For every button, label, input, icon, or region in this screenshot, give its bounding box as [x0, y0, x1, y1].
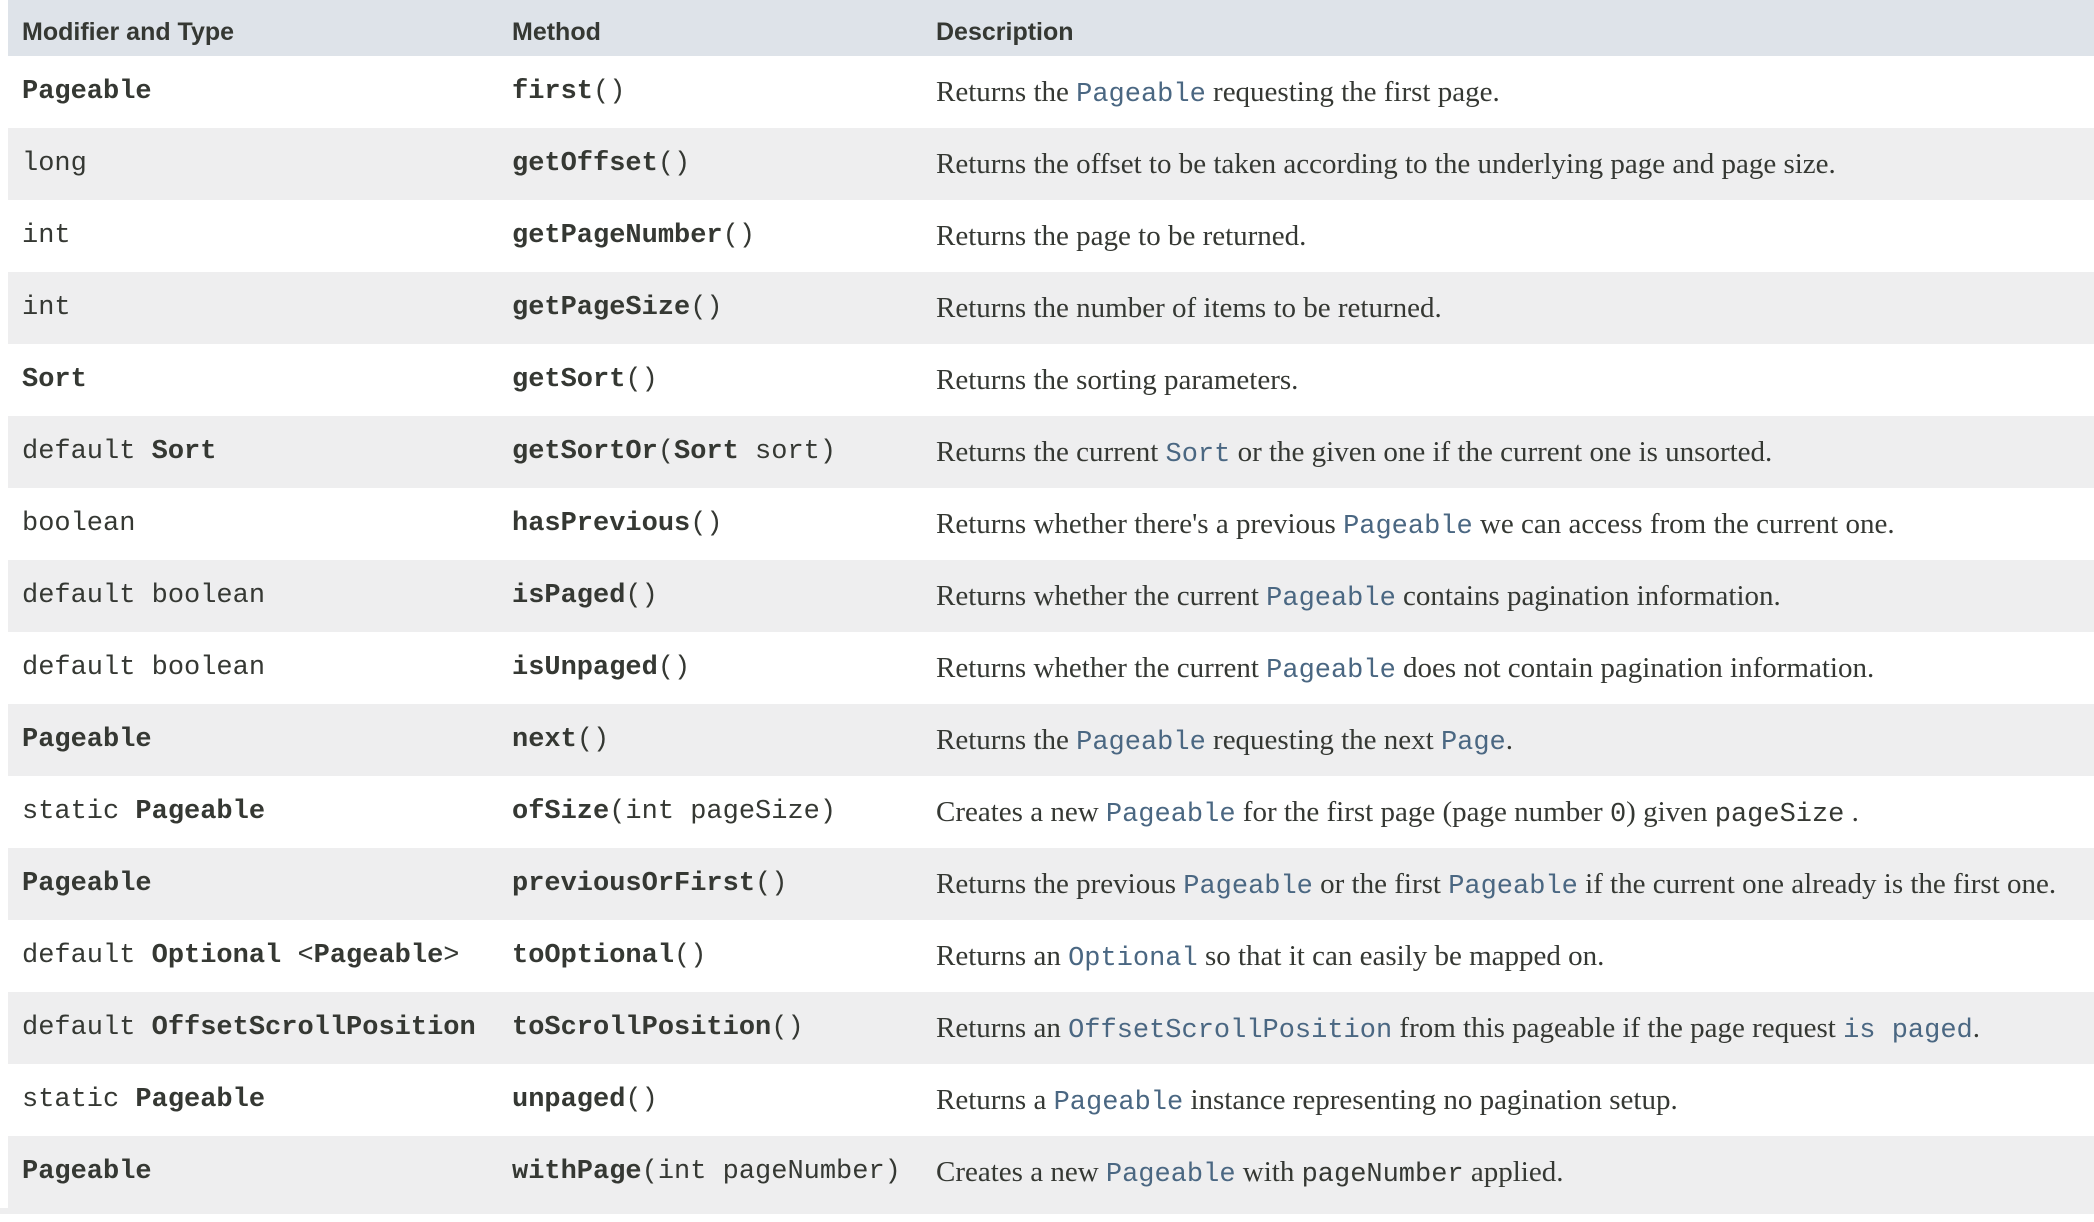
- method-link[interactable]: toOptional: [512, 941, 675, 971]
- description-text: Returns the sorting parameters.: [936, 364, 1299, 396]
- method-params: (): [722, 221, 756, 251]
- method-params: (): [771, 1013, 804, 1043]
- type-link[interactable]: Pageable: [135, 1085, 266, 1115]
- type-link[interactable]: Sort: [22, 365, 87, 395]
- description-text: from this pageable if the page request: [1392, 1012, 1844, 1044]
- type-link[interactable]: OffsetScrollPosition: [151, 1013, 476, 1043]
- method-params: (int pageNumber): [641, 1157, 901, 1187]
- method-cell: [512, 920, 938, 992]
- description-cell: [936, 560, 2094, 632]
- method-params: (): [690, 293, 723, 323]
- method-link[interactable]: getPageNumber: [512, 221, 723, 251]
- method-link[interactable]: first: [512, 77, 594, 107]
- modifier-cell: [22, 632, 512, 704]
- header-method: Method: [512, 18, 601, 46]
- type-link[interactable]: Sort: [1165, 440, 1231, 470]
- method-params: (): [690, 509, 723, 539]
- description-text: Creates a new: [936, 796, 1106, 828]
- modifier-text: static: [22, 797, 136, 827]
- method-cell: [512, 560, 938, 632]
- method-params: (): [657, 149, 691, 179]
- method-link[interactable]: getOffset: [512, 149, 658, 179]
- description-text: Returns the current: [936, 436, 1166, 468]
- type-link[interactable]: Pageable: [1183, 872, 1313, 902]
- description-text: Returns the: [936, 76, 1077, 108]
- description-text: requesting the first page.: [1205, 76, 1500, 108]
- method-params: (): [625, 581, 658, 611]
- modifier-cell: [22, 992, 512, 1064]
- type-link[interactable]: Pageable: [1076, 80, 1206, 110]
- description-text: ) given: [1626, 796, 1715, 828]
- description-text: Returns a: [936, 1084, 1054, 1116]
- type-link[interactable]: Pageable: [1266, 656, 1396, 686]
- modifier-cell: [22, 920, 512, 992]
- modifier-text: >: [443, 941, 460, 971]
- method-cell: [512, 416, 938, 488]
- type-link[interactable]: Pageable: [22, 77, 152, 107]
- type-link[interactable]: Optional: [1068, 944, 1198, 974]
- description-text: or the given one if the current one is unsorted.: [1230, 436, 1773, 468]
- description-text: Returns the previous: [936, 868, 1184, 900]
- modifier-text: long: [22, 149, 87, 179]
- table-row: [8, 704, 2094, 776]
- description-cell: [936, 848, 2094, 920]
- description-text: .: [1505, 724, 1514, 756]
- table-row: [8, 416, 2094, 488]
- modifier-cell: [22, 200, 512, 272]
- description-cell: [936, 992, 2094, 1064]
- modifier-cell: [22, 848, 512, 920]
- table-header: [8, 0, 2094, 56]
- description-text: Returns the number of items to be returned.: [936, 292, 1442, 324]
- method-cell: [512, 632, 938, 704]
- modifier-text: default boolean: [22, 581, 266, 611]
- description-cell: [936, 1136, 2094, 1208]
- method-link[interactable]: isPaged: [512, 581, 626, 611]
- modifier-text: default boolean: [22, 653, 266, 683]
- modifier-cell: [22, 416, 512, 488]
- description-text: for the first page (page number: [1235, 796, 1610, 828]
- inline-code: pageNumber: [1301, 1160, 1464, 1190]
- description-cell: [936, 416, 2094, 488]
- method-link[interactable]: next: [512, 725, 577, 755]
- modifier-cell: [22, 56, 512, 128]
- description-cell: [936, 776, 2094, 848]
- table-row: [8, 272, 2094, 344]
- type-link[interactable]: Pageable: [22, 725, 152, 755]
- type-link[interactable]: Pageable: [1105, 800, 1236, 830]
- table-row: [8, 848, 2094, 920]
- method-cell: [512, 200, 938, 272]
- method-link[interactable]: hasPrevious: [512, 509, 691, 539]
- table-row: [8, 560, 2094, 632]
- description-text: Returns the offset to be taken according to the underlying page and page size.: [936, 148, 1836, 180]
- type-link[interactable]: Pageable: [1076, 728, 1206, 758]
- method-link[interactable]: getSort: [512, 365, 626, 395]
- method-params: (int pageSize): [609, 797, 837, 827]
- header-modifier: Modifier and Type: [22, 18, 235, 46]
- modifier-text: <: [281, 941, 314, 971]
- description-text: requesting the next: [1205, 724, 1441, 756]
- header-description: Description: [936, 18, 1074, 46]
- method-link[interactable]: toScrollPosition: [512, 1013, 772, 1043]
- description-text: Returns whether the current: [936, 580, 1267, 612]
- method-link[interactable]: unpaged: [512, 1085, 626, 1115]
- modifier-cell: [22, 704, 512, 776]
- method-cell: [512, 1136, 938, 1208]
- description-text: Returns the: [936, 724, 1077, 756]
- description-cell: [936, 128, 2094, 200]
- table-bottom-border: [0, 1208, 2094, 1214]
- modifier-cell: [22, 128, 512, 200]
- table-row: [8, 776, 2094, 848]
- description-text: Returns an: [936, 1012, 1069, 1044]
- method-params: (): [755, 869, 788, 899]
- modifier-text: int: [22, 293, 71, 323]
- description-text: or the first: [1312, 868, 1449, 900]
- description-text: with: [1235, 1156, 1302, 1188]
- method-cell: [512, 992, 938, 1064]
- type-link[interactable]: Pageable: [22, 869, 152, 899]
- method-cell: [512, 128, 938, 200]
- description-cell: [936, 200, 2094, 272]
- table-row: [8, 1136, 2094, 1208]
- table-row: [8, 920, 2094, 992]
- inline-code: 0: [1609, 800, 1627, 830]
- method-cell: [512, 704, 938, 776]
- modifier-text: default: [22, 1013, 152, 1043]
- method-link[interactable]: ofSize: [512, 797, 610, 827]
- inline-code: pageSize: [1714, 800, 1845, 830]
- table-row: [8, 128, 2094, 200]
- type-link[interactable]: Sort: [151, 437, 217, 467]
- modifier-cell: [22, 1136, 512, 1208]
- type-link[interactable]: OffsetScrollPosition: [1068, 1016, 1393, 1046]
- method-link[interactable]: withPage: [512, 1157, 642, 1187]
- description-cell: [936, 344, 2094, 416]
- method-link[interactable]: getPageSize: [512, 293, 691, 323]
- description-text: .: [1844, 796, 1859, 828]
- table-row: [8, 56, 2094, 128]
- description-cell: [936, 1064, 2094, 1136]
- type-link[interactable]: Page: [1440, 728, 1506, 758]
- description-cell: [936, 920, 2094, 992]
- table-row: [8, 488, 2094, 560]
- modifier-cell: [22, 488, 512, 560]
- modifier-text: int: [22, 221, 71, 251]
- method-cell: [512, 848, 938, 920]
- description-text: Returns the page to be returned.: [936, 220, 1307, 252]
- table-row: [8, 1064, 2094, 1136]
- description-text: Returns an: [936, 940, 1069, 972]
- description-text: instance representing no pagination setup.: [1183, 1084, 1678, 1116]
- type-link[interactable]: Pageable: [1448, 872, 1578, 902]
- method-params: (: [657, 437, 675, 467]
- description-text: if the current one already is the first one.: [1577, 868, 2057, 900]
- method-params: (): [674, 941, 707, 971]
- type-link[interactable]: Pageable: [1053, 1088, 1184, 1118]
- method-params: (): [657, 653, 691, 683]
- description-cell: [936, 272, 2094, 344]
- type-link[interactable]: Pageable: [22, 1157, 152, 1187]
- method-params: (): [593, 77, 626, 107]
- method-link[interactable]: getSortOr: [512, 437, 658, 467]
- description-text: does not contain pagination information.: [1395, 652, 1875, 684]
- description-text: contains pagination information.: [1395, 580, 1781, 612]
- modifier-text: static: [22, 1085, 136, 1115]
- type-link[interactable]: Optional: [151, 941, 282, 971]
- modifier-cell: [22, 344, 512, 416]
- method-cell: [512, 344, 938, 416]
- modifier-cell: [22, 776, 512, 848]
- method-cell: [512, 488, 938, 560]
- method-cell: [512, 272, 938, 344]
- description-text: applied.: [1463, 1156, 1564, 1188]
- description-text: Returns whether the current: [936, 652, 1267, 684]
- method-summary-table: [8, 0, 2094, 1208]
- modifier-text: default: [22, 437, 152, 467]
- type-link[interactable]: is paged: [1843, 1016, 1973, 1046]
- modifier-text: boolean: [22, 509, 136, 539]
- description-cell: [936, 632, 2094, 704]
- method-params: (): [625, 1085, 658, 1115]
- modifier-cell: [22, 1064, 512, 1136]
- description-text: Returns whether there's a previous: [936, 508, 1344, 540]
- method-cell: [512, 776, 938, 848]
- description-text: Creates a new: [936, 1156, 1106, 1188]
- modifier-cell: [22, 272, 512, 344]
- method-cell: [512, 56, 938, 128]
- type-link[interactable]: Pageable: [1343, 512, 1473, 542]
- description-cell: [936, 488, 2094, 560]
- method-link[interactable]: previousOrFirst: [512, 869, 756, 899]
- description-text: .: [1972, 1012, 1980, 1044]
- description-cell: [936, 56, 2094, 128]
- method-cell: [512, 1064, 938, 1136]
- description-text: we can access from the current one.: [1472, 508, 1895, 540]
- method-link[interactable]: isUnpaged: [512, 653, 658, 683]
- type-link[interactable]: Pageable: [1105, 1160, 1236, 1190]
- modifier-cell: [22, 560, 512, 632]
- table-row: [8, 992, 2094, 1064]
- type-link[interactable]: Pageable: [1266, 584, 1396, 614]
- type-link[interactable]: Sort: [674, 437, 739, 467]
- method-params: sort): [738, 437, 837, 467]
- description-cell: [936, 704, 2094, 776]
- table-row: [8, 344, 2094, 416]
- modifier-text: default: [22, 941, 152, 971]
- table-row: [8, 200, 2094, 272]
- type-link[interactable]: Pageable: [313, 941, 444, 971]
- table-row: [8, 632, 2094, 704]
- method-params: (): [625, 365, 658, 395]
- type-link[interactable]: Pageable: [135, 797, 266, 827]
- method-params: (): [576, 725, 610, 755]
- description-text: so that it can easily be mapped on.: [1197, 940, 1605, 972]
